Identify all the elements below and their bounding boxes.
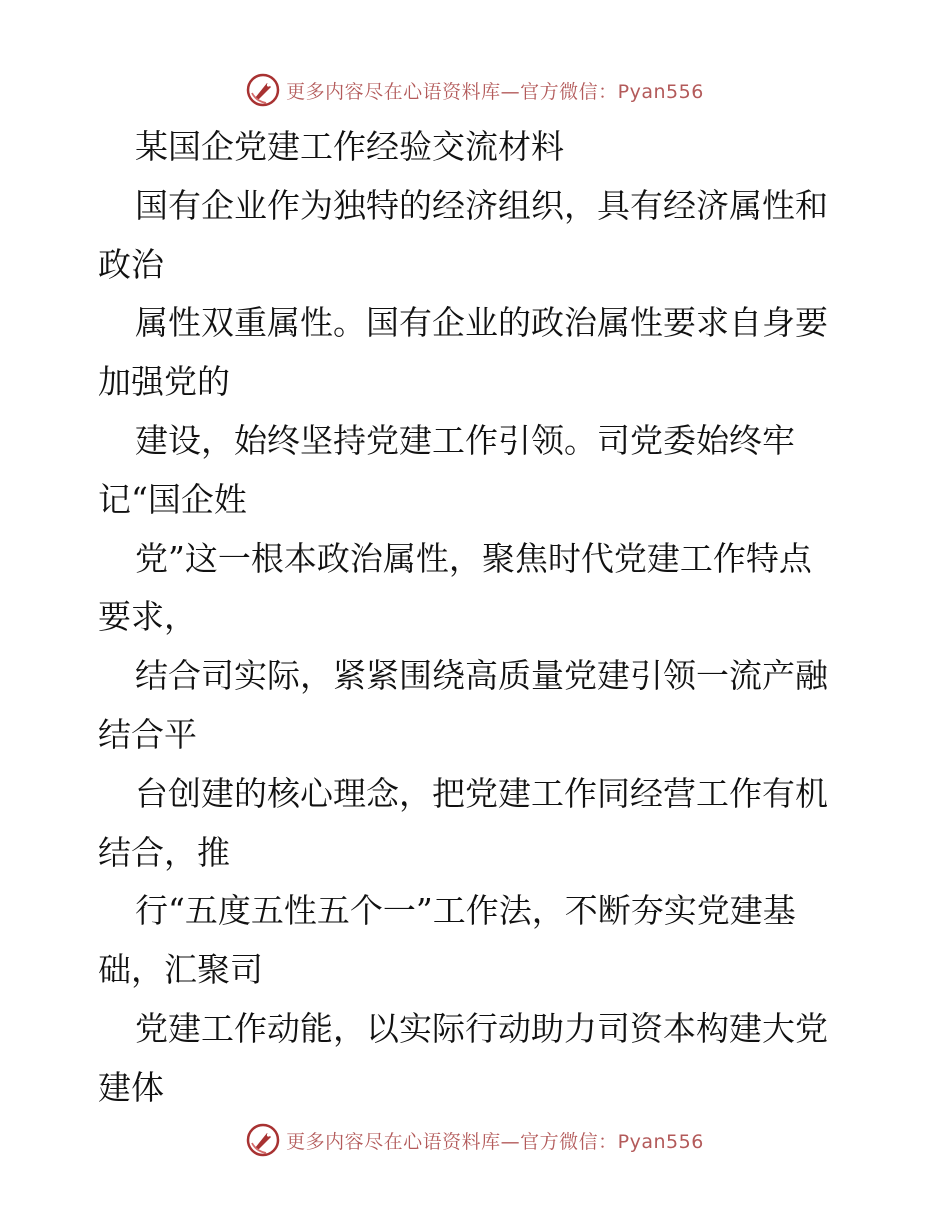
paragraph-line: 加强党的 bbox=[98, 362, 230, 402]
paragraph-line: 政治 bbox=[98, 244, 164, 284]
pen-nib-logo-icon bbox=[246, 1123, 280, 1157]
footer-watermark-text: 更多内容尽在心语资料库—官方微信：Pyan556 bbox=[286, 1130, 704, 1153]
paragraph-line: 党建工作动能，以实际行动助力司资本构建大党 bbox=[135, 1008, 828, 1048]
header-watermark-banner bbox=[0, 70, 950, 110]
document-body bbox=[98, 118, 868, 1118]
paragraph-line: 要求， bbox=[98, 597, 197, 637]
paragraph-line: 建体 bbox=[98, 1067, 164, 1107]
header-watermark-text: 更多内容尽在心语资料库—官方微信：Pyan556 bbox=[286, 80, 704, 103]
paragraph-line: 国有企业作为独特的经济组织，具有经济属性和 bbox=[135, 185, 828, 225]
footer-watermark bbox=[246, 1123, 704, 1157]
paragraph-line: 结合平 bbox=[98, 714, 197, 754]
paragraph-line: 属性双重属性。国有企业的政治属性要求自身要 bbox=[135, 303, 828, 343]
paragraph-line: 台创建的核心理念，把党建工作同经营工作有机 bbox=[135, 773, 828, 813]
document-title-line: 某国企党建工作经验交流材料 bbox=[135, 127, 564, 166]
footer-watermark-banner bbox=[0, 1120, 950, 1160]
paragraph-line: 结合，推 bbox=[98, 832, 230, 872]
paragraph-line: 行“五度五性五个一”工作法，不断夯实党建基 bbox=[135, 891, 796, 931]
paragraph-line: 党”这一根本政治属性，聚焦时代党建工作特点 bbox=[135, 538, 812, 578]
pen-nib-logo-icon bbox=[246, 73, 280, 107]
paragraph-line: 建设，始终坚持党建工作引领。司党委始终牢 bbox=[135, 420, 795, 460]
paragraph-line: 础，汇聚司 bbox=[98, 950, 263, 990]
paragraph-line: 记“国企姓 bbox=[98, 479, 247, 519]
header-watermark bbox=[246, 73, 704, 107]
paragraph-line: 结合司实际，紧紧围绕高质量党建引领一流产融 bbox=[135, 656, 828, 696]
